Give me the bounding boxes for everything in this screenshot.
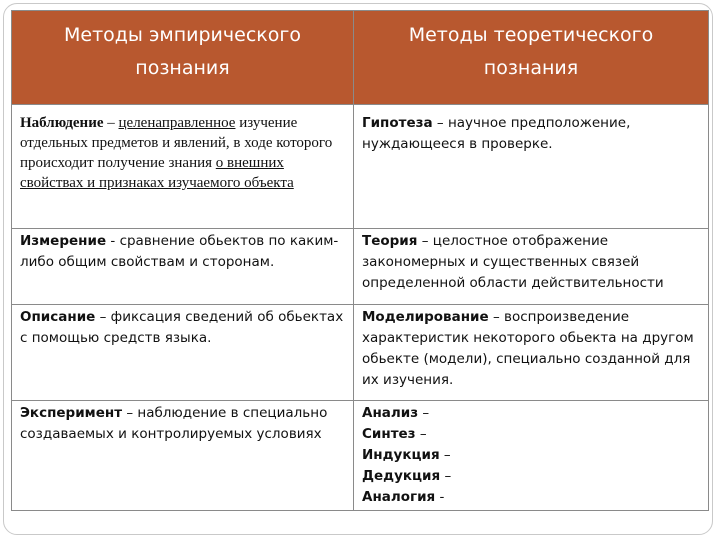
list-item: [362, 403, 700, 424]
term-observation: Наблюдение: [20, 115, 104, 131]
dash: –: [418, 405, 430, 421]
text-underlined-2: о внешних свойствах и признаках изучаемого объекта: [20, 155, 294, 191]
header-theoretical-methods: Методы теоретического познания: [354, 11, 709, 105]
methods-table: [11, 10, 709, 511]
cell-theory: [354, 229, 709, 305]
text-body: – целостное отображение закономерных и существенных связей определенной области действительности: [362, 233, 664, 291]
dash: -: [435, 489, 445, 505]
dash: –: [439, 447, 451, 463]
dash: –: [440, 468, 452, 484]
cell-observation: [12, 105, 354, 229]
dash: –: [415, 426, 427, 442]
text-body: – фиксация сведений об обьектах с помощью средств языка.: [20, 309, 344, 346]
text-body: изучение отдельных предметов и явлений, в ходе которого происходит получение знания: [20, 115, 333, 171]
text-body: – воспроизведение характеристик некоторого обьекта на другом обьекте (модели), специально созданной для их изучения.: [362, 309, 694, 388]
term-hypothesis: Гипотеза: [362, 115, 433, 131]
cell-logical-methods: [354, 401, 709, 511]
table-header-row: [12, 11, 709, 105]
list-item: [362, 424, 700, 445]
dash: –: [103, 115, 119, 131]
term-modeling: Моделирование: [362, 309, 489, 325]
term-synthesis: Синтез: [362, 426, 416, 442]
text-body: - сравнение обьектов по каким-либо общим свойствам и сторонам.: [20, 233, 339, 270]
term-analysis: Анализ: [362, 405, 419, 421]
table-row: [12, 305, 709, 401]
table-row: [12, 401, 709, 511]
cell-hypothesis: [354, 105, 709, 229]
term-experiment: Эксперимент: [20, 405, 123, 421]
term-description: Описание: [20, 309, 96, 325]
term-analogy: Аналогия: [362, 489, 436, 505]
cell-modeling: [354, 305, 709, 401]
term-theory: Теория: [362, 233, 418, 249]
table-row: [12, 105, 709, 229]
term-measurement: Измерение: [20, 233, 107, 249]
text-underlined-1: целенаправленное: [118, 115, 236, 131]
list-item: [362, 487, 700, 508]
term-deduction: Дедукция: [362, 468, 441, 484]
header-empirical-methods: Методы эмпирического познания: [12, 11, 354, 105]
cell-experiment: [12, 401, 354, 511]
list-item: [362, 466, 700, 487]
cell-measurement: [12, 229, 354, 305]
list-item: [362, 445, 700, 466]
cell-description: [12, 305, 354, 401]
text-body: – наблюдение в специально создаваемых и контролируемых условиях: [20, 405, 328, 442]
term-induction: Индукция: [362, 447, 440, 463]
text-body: – научное предположение, нуждающееся в проверке.: [362, 115, 631, 152]
table-row: [12, 229, 709, 305]
